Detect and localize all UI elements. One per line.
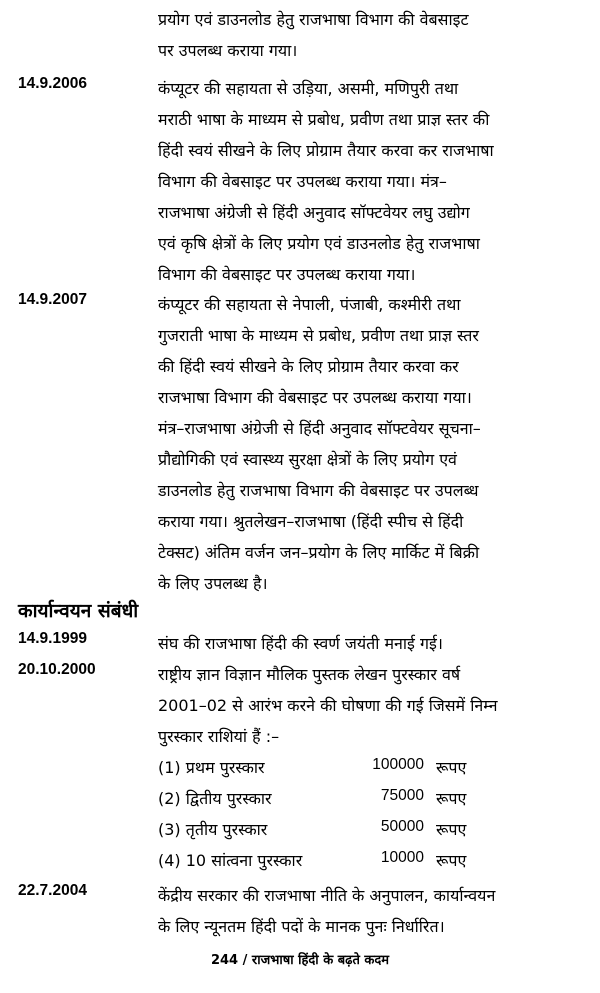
prize-row xyxy=(158,756,578,786)
prize-label: (4) 10 सांत्वना पुरस्कार xyxy=(158,851,303,870)
text-line: कंप्यूटर की सहायता से उड़िया, असमी, मणिपुरी तथा xyxy=(158,79,459,98)
text-line: राजभाषा विभाग की वेबसाइट पर उपलब्ध कराया गया। xyxy=(158,388,472,407)
entry-date: 14.9.2006 xyxy=(18,75,87,92)
prize-label: (2) द्वितीय पुरस्कार xyxy=(158,789,272,808)
text-line: कंप्यूटर की सहायता से नेपाली, पंजाबी, कश्मीरी तथा xyxy=(158,295,461,314)
text-line: एवं कृषि क्षेत्रों के लिए प्रयोग एवं डाउनलोड हेतु राजभाषा xyxy=(158,234,480,253)
text-line: हिंदी स्वयं सीखने के लिए प्रोग्राम तैयार करवा कर राजभाषा xyxy=(158,141,494,160)
text-line: पुरस्कार राशियां हैं :– xyxy=(158,727,280,746)
page-footer: 244 / राजभाषा हिंदी के बढ़ते कदम xyxy=(210,953,390,968)
prize-unit: रूपए xyxy=(436,758,467,777)
text-line: विभाग की वेबसाइट पर उपलब्ध कराया गया। मंत्र– xyxy=(158,172,447,191)
prize-unit: रूपए xyxy=(436,789,467,808)
text-line: 2001–02 से आरंभ करने की घोषणा की गई जिसमें निम्न xyxy=(158,696,498,715)
prize-row xyxy=(158,818,578,848)
prize-unit: रूपए xyxy=(436,851,467,870)
text-line: विभाग की वेबसाइट पर उपलब्ध कराया गया। xyxy=(158,265,416,284)
text-line: राष्ट्रीय ज्ञान विज्ञान मौलिक पुस्तक लेखन पुरस्कार वर्ष xyxy=(158,665,461,684)
prize-amount: 10000 xyxy=(380,849,424,866)
entry-date: 14.9.1999 xyxy=(18,630,87,647)
entry-body xyxy=(158,659,582,752)
entry-date: 20.10.2000 xyxy=(18,661,96,678)
prize-row xyxy=(158,787,578,817)
entry-body xyxy=(158,880,582,942)
text-line: पर उपलब्ध कराया गया। xyxy=(158,41,298,60)
text-line: प्रयोग एवं डाउनलोड हेतु राजभाषा विभाग की वेबसाइट xyxy=(158,10,469,29)
prize-amount: 100000 xyxy=(372,756,424,773)
prize-label: (1) प्रथम पुरस्कार xyxy=(158,758,265,777)
prize-amount: 50000 xyxy=(380,818,424,835)
entry-date: 22.7.2004 xyxy=(18,882,87,899)
prize-unit: रूपए xyxy=(436,820,467,839)
entry-body xyxy=(158,4,582,66)
text-line: केंद्रीय सरकार की राजभाषा नीति के अनुपालन, कार्यान्वयन xyxy=(158,886,496,905)
entry-body xyxy=(158,73,582,290)
entry-body xyxy=(158,628,582,659)
prize-amount: 75000 xyxy=(380,787,424,804)
entry-date: 14.9.2007 xyxy=(18,291,87,308)
text-line: कराया गया। श्रुतलेखन–राजभाषा (हिंदी स्पीच से हिंदी xyxy=(158,512,464,531)
text-line: राजभाषा अंग्रेजी से हिंदी अनुवाद सॉफ्टवेयर लघु उद्योग xyxy=(158,203,470,222)
text-line: गुजराती भाषा के माध्यम से प्रबोध, प्रवीण तथा प्राज्ञ स्तर xyxy=(158,326,479,345)
text-line: के लिए उपलब्ध है। xyxy=(158,574,268,593)
entry-body xyxy=(158,289,582,599)
text-line: डाउनलोड हेतु राजभाषा विभाग की वेबसाइट पर उपलब्ध xyxy=(158,481,479,500)
text-line: के लिए न्यूनतम हिंदी पदों के मानक पुनः निर्धारित। xyxy=(158,917,445,936)
text-line: प्रौद्योगिकी एवं स्वास्थ्य सुरक्षा क्षेत्रों के लिए प्रयोग एवं xyxy=(158,450,457,469)
text-line: संघ की राजभाषा हिंदी की स्वर्ण जयंती मनाई गई। xyxy=(158,634,443,653)
text-line: टेक्सट) अंतिम वर्जन जन–प्रयोग के लिए मार्किट में बिक्री xyxy=(158,543,480,562)
text-line: मंत्र–राजभाषा अंग्रेजी से हिंदी अनुवाद सॉफ्टवेयर सूचना– xyxy=(158,419,481,438)
text-line: मराठी भाषा के माध्यम से प्रबोध, प्रवीण तथा प्राज्ञ स्तर की xyxy=(158,110,490,129)
prize-row xyxy=(158,849,578,879)
section-heading: कार्यान्वयन संबंधी xyxy=(18,600,139,622)
text-line: की हिंदी स्वयं सीखने के लिए प्रोग्राम तैयार करवा कर xyxy=(158,357,459,376)
prize-label: (3) तृतीय पुरस्कार xyxy=(158,820,268,839)
